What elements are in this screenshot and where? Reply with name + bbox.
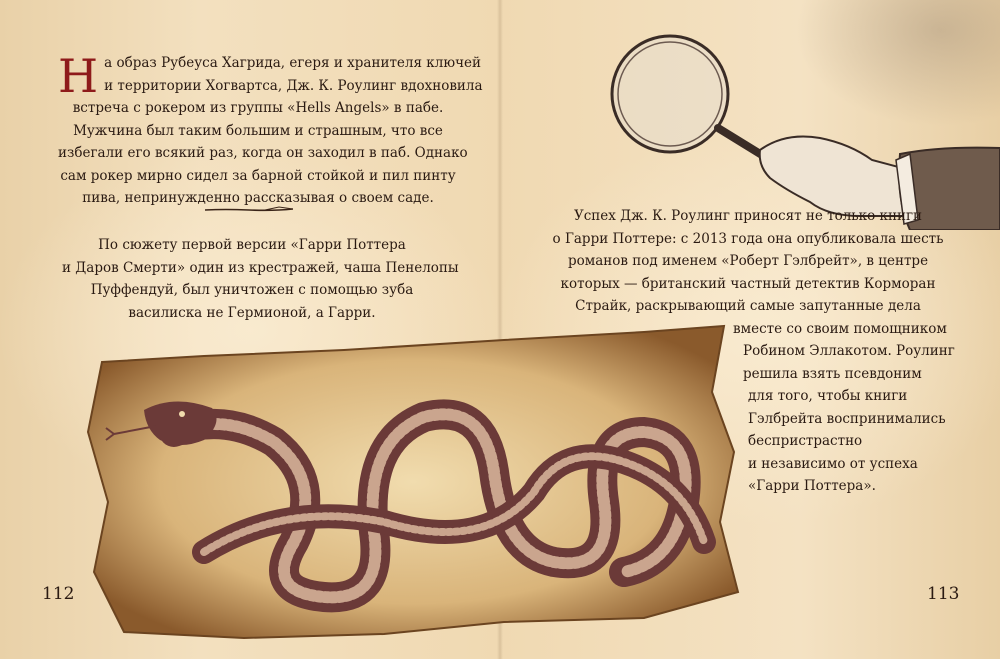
ornamental-divider <box>205 205 293 215</box>
magnifier-hand-illustration <box>610 20 1000 230</box>
text-line: пива, непринужденно рассказывая о своем саде. <box>82 190 434 206</box>
horcrux-paragraph <box>62 234 459 324</box>
text-line: и Даров Смерти» один из крестражей, чаша Пенелопы <box>62 259 459 276</box>
page-number-left: 112 <box>42 584 75 604</box>
text-line: избегали его всякий раз, когда он заходил в паб. Однако <box>58 145 468 161</box>
text-line: о Гарри Поттере: с 2013 года она опубликовала шесть <box>552 230 944 247</box>
text-line: сам рокер мирно сидел за барной стойкой и пил пинту <box>60 167 456 184</box>
text-line: которых — британский частный детектив Корморан <box>560 275 936 292</box>
text-line: Робином Эллакотом. Роулинг <box>743 343 955 359</box>
text-line: встреча с рокером из группы «Hells Angels» в пабе. <box>72 100 444 116</box>
page-number-right: 113 <box>927 584 960 604</box>
text-line: беспристрастно <box>748 433 863 449</box>
text-line: и независимо от успеха <box>748 455 918 472</box>
text-line: Гэлбрейта воспринимались <box>748 410 946 427</box>
text-line: романов под именем «Роберт Гэлбрейт», в центре <box>567 253 929 269</box>
text-line: Успех Дж. К. Роулинг приносят не только книги <box>573 208 923 224</box>
text-line: и территории Хогвартса, Дж. К. Роулинг вдохновила <box>104 77 483 94</box>
dropcap-letter: Н <box>58 49 99 103</box>
galbraith-paragraph <box>548 205 955 498</box>
text-line: для того, чтобы книги <box>748 388 908 404</box>
text-line: «Гарри Поттера». <box>748 478 876 494</box>
text-line: По сюжету первой версии «Гарри Поттера <box>98 237 406 253</box>
text-line: Пуффендуй, был уничтожен с помощью зуба <box>90 282 414 298</box>
text-line: Страйк, раскрывающий самые запутанные дела <box>575 298 921 314</box>
text-line: Мужчина был таким большим и страшным, что все <box>73 122 443 139</box>
text-line: василиска не Гермионой, а Гарри. <box>128 304 376 321</box>
hagrid-paragraph <box>58 49 483 210</box>
text-line: вместе со своим помощником <box>733 320 947 337</box>
text-line: решила взять псевдоним <box>743 365 922 382</box>
text-line: а образ Рубеуса Хагрида, егеря и хранителя ключей <box>104 55 481 71</box>
